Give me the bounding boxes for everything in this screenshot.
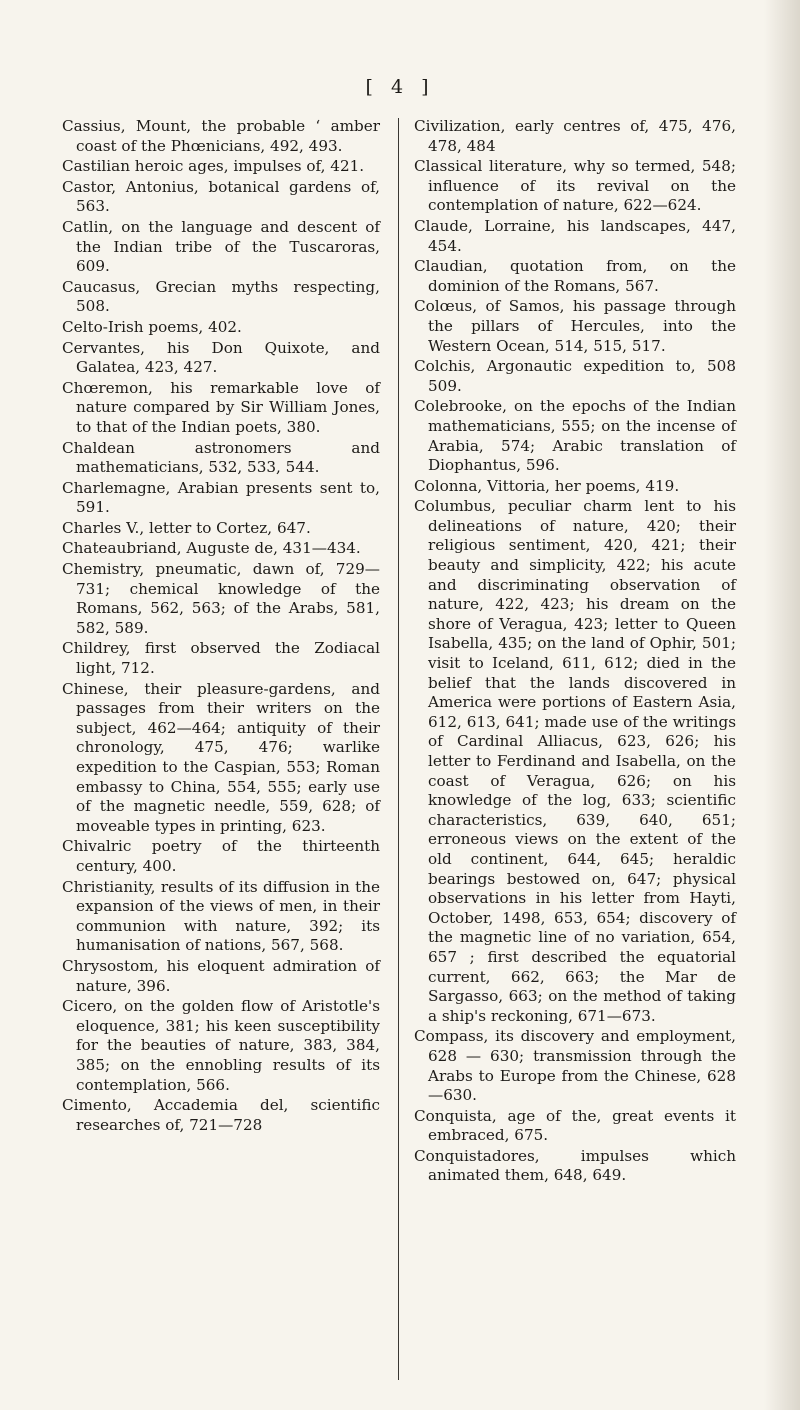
index-entry: Caucasus, Grecian myths respecting, 508. [62,277,380,316]
index-entry: Compass, its discovery and employment, 628 — 630; transmission through the Arabs to Europe from the Chinese, 628—630. [414,1027,736,1105]
index-entry: Charlemagne, Arabian presents sent to, 591. [62,478,380,517]
index-entry: Chivalric poetry of the thirteenth century, 400. [62,837,380,875]
index-entry: Chaldean astronomers and mathematicians, 532, 533, 544. [62,438,380,477]
index-entry: Castor, Antonius, botanical gardens of, 563. [62,177,380,216]
index-entry: Chrysostom, his eloquent admiration of nature, 396. [62,956,380,995]
index-entry: Colebrooke, on the epochs of the Indian mathematicians, 555; on the incense of Arabia, 574; Arabic translation of Diophantus, 596. [414,397,736,475]
index-entry: Chateaubriand, Auguste de, 431—434. [62,539,361,558]
page-edge-shadow [764,0,800,1410]
index-entry: Claudian, quotation from, on the dominion of the Romans, 567. [414,257,736,295]
index-entry: Conquistadores, impulses which animated them, 648, 649. [414,1146,736,1185]
column-divider [398,118,399,1380]
index-entry: Cervantes, his Don Quixote, and Galatea, 423, 427. [62,338,380,377]
index-column-left [62,117,380,1136]
index-entry: Catlin, on the language and descent of the Indian tribe of the Tuscaroras, 609. [62,217,380,276]
index-entry: Columbus, peculiar charm lent to his delineations of nature, 420; their religious sentiment, 420, 421; their beauty and simplicity, 422; his acute and discriminating observation of nature, 422, 423; his dream on the shore of Veragua, 423; letter to Queen Isabella, 435; on the land of Ophir, 501; visit to Iceland, 611, 612; died in the belief that the lands discovered in America were portions of Eastern Asia, 612, 613, 641; made use of the writings of Cardinal Alliacus, 623, 626; his letter to Ferdinand and Isabella, on the coast of Veragua, 626; on his knowledge of the log, 633; scientific characteristics, 639, 640, 651; erroneous views on the extent of the old continent, 644, 645; heraldic bearings bestowed on, 647; physical observations in his letter from Hayti, October, 1498, 653, 654; discovery of the magnetic line of no variation, 654, 657 ; first described the equatorial current, 662, 663; the Mar de Sargasso, 663; on the method of taking a ship's reckoning, 671—673. [414,497,736,1025]
index-entry: Cicero, on the golden flow of Aristotle's eloquence, 381; his keen susceptibility for the beauties of nature, 383, 384, 385; on the ennobling results of its contemplation, 566. [62,997,380,1094]
index-entry: Chinese, their pleasure-gardens, and passages from their writers on the subject, 462—464; antiquity of their chronology, 475, 476; warlike expedition to the Caspian, 553; Roman embassy to China, 554, 555; early use of the magnetic needle, 559, 628; of moveable types in printing, 623. [62,679,380,835]
index-entry: Cassius, Mount, the probable ‘ amber coast of the Phœnicians, 492, 493. [62,117,380,155]
index-entry: Colonna, Vittoria, her poems, 419. [414,476,680,495]
index-entry: Cimento, Accademia del, scientific researches of, 721—728 [62,1096,380,1134]
index-column-right [414,117,736,1187]
index-entry: Colœus, of Samos, his passage through the pillars of Hercules, into the Western Ocean, 514, 515, 517. [414,297,736,355]
index-entry: Claude, Lorraine, his landscapes, 447, 454. [414,216,736,255]
index-entry: Colchis, Argonautic expedition to, 508 509. [414,357,736,395]
index-entry: Chœremon, his remarkable love of nature compared by Sir William Jones, to that of the Indian poets, 380. [62,378,380,436]
index-entry: Christianity, results of its diffusion in the expansion of the views of men, in their communion with nature, 392; its humanisation of nations, 567, 568. [62,877,380,955]
index-entry: Childrey, first observed the Zodiacal light, 712. [62,639,380,678]
index-entry: Civilization, early centres of, 475, 476, 478, 484 [414,117,736,155]
index-entry: Castilian heroic ages, impulses of, 421. [62,157,365,176]
index-entry: Classical literature, why so termed, 548; influence of its revival on the contemplation of nature, 622—624. [414,157,736,215]
page-number: [ 4 ] [365,76,435,98]
index-entry: Celto-Irish poems, 402. [62,317,242,336]
index-entry: Chemistry, pneumatic, dawn of, 729—731; chemical knowledge of the Romans, 562, 563; of the Arabs, 581, 582, 589. [62,560,380,637]
index-entry: Conquista, age of the, great events it embraced, 675. [414,1106,736,1145]
index-entry: Charles V., letter to Cortez, 647. [62,518,311,537]
